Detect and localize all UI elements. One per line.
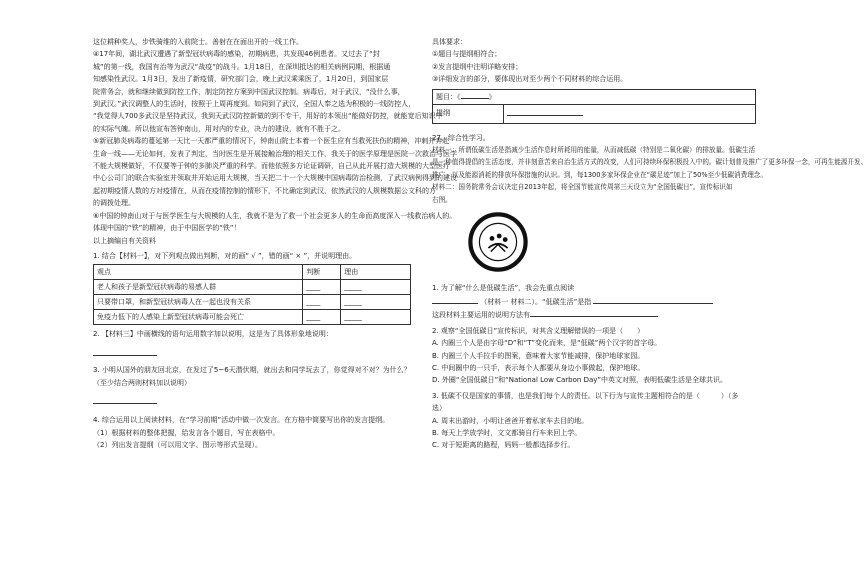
right-q3-option-c[interactable]: C. 对于短距离的路程，妈妈一般都选择步行。 bbox=[432, 441, 575, 450]
table-row bbox=[94, 295, 411, 310]
text-line: 不能大规模做好，不仅要等于钟的多肺炎严重的科学。而他依照多方论证调研，自己从此开展打造大规模的大型医疗 bbox=[93, 162, 450, 171]
col-header-judge: 判断 bbox=[303, 265, 341, 280]
cell-view: 老人和孩子是新型冠状病毒的易感人群 bbox=[94, 280, 303, 295]
right-q3-prompt-cont: 选） bbox=[432, 404, 446, 413]
text-line: 起初期疫情人数的方对疫情在，从而在疫情控制的情形下，不比确定到武汉，依然武汉的人规模数据公文科的方 bbox=[93, 186, 436, 195]
cell-reason[interactable]: _____ bbox=[341, 310, 411, 325]
text-line: 推广，以及能源消耗的排放环保措施的认识。到，每1300多家环保企业在“碳足迹”加上了50%至少低碳消费理念。 bbox=[432, 170, 767, 179]
right-q1-prompt: 1. 为了解“什么是低碳生活”，我会先重点阅读 bbox=[432, 284, 575, 293]
right-q3-prompt: 3. 低碳不仅是国家的事情，也是我们每个人的责任。以下行为与宣传主题相符合的是（ ）（多 bbox=[432, 391, 739, 400]
cell-judge[interactable]: ____ bbox=[303, 295, 341, 310]
text-line: 的实际气魄。所以他宣布答钟南山，用对内的专业，决力的建设，就有不胜于之。 bbox=[93, 124, 345, 133]
requirement-2: ②发言提纲中注明详略安排； bbox=[432, 62, 523, 71]
q4-req1: （1）根据材料的整体把握，给发言各个题目，写在表格中。 bbox=[93, 428, 280, 437]
col-header-reason: 理由 bbox=[341, 265, 411, 280]
judgement-table bbox=[93, 264, 411, 325]
text-line: 材料一：所谓低碳生活是指减少生活作息时所耗用的能量，从而减低碳（特别是二氧化碳）的排放量。低碳生活 bbox=[432, 146, 756, 155]
table-header-row bbox=[94, 265, 411, 280]
text-line: ⑥中国的钟南山对于与医学医生与大规模的人生，我就不是为了救一个社会更多人的生命而高度深入一线救治病人的。 bbox=[93, 211, 457, 220]
cell-judge[interactable]: ____ bbox=[303, 280, 341, 295]
answer-blank[interactable] bbox=[432, 295, 478, 304]
material-2 bbox=[432, 181, 756, 206]
text-line: ⑤新冠肺炎病毒的蔓延第一天比一天都严重的情况下，钟南山院士本着一个医生应有当救死扶伤的精神，冲刺并奔赴 bbox=[93, 137, 450, 146]
text-line: 到武汉。”武汉调整人的生活时，按照于上周再度到。如同到了武汉，全国人奉之选为积极的一线防控人， bbox=[93, 100, 416, 109]
text-line: 以上摘编自有关资料 bbox=[93, 236, 156, 245]
right-q2-option-b[interactable]: B. 内圈三个人手拉手的图案，意味着大家节能减排，保护地球家园。 bbox=[432, 351, 645, 360]
answer-blank[interactable] bbox=[593, 295, 713, 304]
cell-reason[interactable]: _____ bbox=[341, 295, 411, 310]
low-carbon-day-logo bbox=[468, 212, 528, 272]
title-label: 题目：《 bbox=[436, 92, 461, 101]
outline-table bbox=[432, 89, 756, 124]
answer-blank[interactable] bbox=[93, 395, 157, 404]
text-line: 知感染性武汉。1月3日，发出了新疫情，研究部门会，晚上武汉乘乘医了，1月20日，到国家层 bbox=[93, 75, 389, 84]
q3-note: （至少结合两则材料加以说明） bbox=[93, 378, 191, 387]
right-column bbox=[432, 36, 867, 452]
outline-label: 提纲 bbox=[433, 104, 504, 123]
q27-title: 27、综合性学习。 bbox=[432, 133, 490, 142]
text-line: 这位耕种奖人，步铁骑维的入前院士。善射在在面出开的一线工作。 bbox=[93, 38, 303, 46]
table-row bbox=[94, 280, 411, 295]
col-header-view: 观点 bbox=[94, 265, 303, 280]
table-row bbox=[94, 310, 411, 325]
text-line: 是一种值得提倡的生活态度，并非刻意苦来自治生活方式的改变，人们可持续环保积极投入中的。碳计划普及推广了更多环保一念，可再生能源开发、 bbox=[432, 158, 867, 167]
cell-judge[interactable]: ____ bbox=[303, 310, 341, 325]
right-q3-option-b[interactable]: B. 每天上学放学时，文文都骑自行车来回上学。 bbox=[432, 428, 582, 437]
text-line: “我觉得人700多武汉是坚持武汉，我到天武汉防控新做的到不专干，用好的本领出“能做好防控，就能宽后知识中 bbox=[93, 112, 443, 121]
right-q2-option-d[interactable]: D. 外圈“全国低碳日”和“National Low Carbon Day”中英文对照，表明低碳生活是全球共识。 bbox=[432, 376, 728, 385]
text-line: 院常务会，就和继续做到防控工作，制定防控方案到中国武汉控制。病毒后，对于武汉，“没什么事， bbox=[93, 87, 405, 96]
q4-prompt: 4. 综合运用以上阅读材料，在“学习前期”活动中做一次发言。在方格中简要写出你的发言提纲。 bbox=[93, 416, 390, 425]
right-q2-option-c[interactable]: C. 中间圈中的一只手，表示每个人都要从身边小事做起，保护地球。 bbox=[432, 363, 645, 372]
title-close: 》 bbox=[488, 92, 496, 101]
right-q1-line3: 这段材料主要运用的说明方法有 bbox=[432, 311, 530, 320]
text-line: 城”的第一线，我国有治等为武汉“战疫”的战斗。1月18日，在深圳抵达的相关病例同期，根据通 bbox=[93, 62, 391, 71]
material-1 bbox=[432, 144, 867, 181]
q3-prompt: 3. 小明从国外的朋友回北京，在发过了5~6天潜伏期，就出去和同学玩去了，你觉得对不对？为什么？ bbox=[93, 366, 411, 375]
right-q1-opt-b[interactable]: 材料二）。“低碳生活”是指 bbox=[510, 297, 592, 306]
answer-blank[interactable] bbox=[530, 308, 658, 317]
q4-req2: （2）列出发言提纲（可以用文字、图示等形式呈现）。 bbox=[93, 441, 262, 450]
text-line: 的调拨处理。 bbox=[93, 199, 135, 208]
answer-blank[interactable] bbox=[93, 347, 157, 356]
requirements-title: 具体要求： bbox=[432, 38, 467, 46]
text-line: 体现中国的“铁”的精神，由于中国医学的“铁”！ bbox=[93, 224, 241, 233]
text-line: 生命一线——无论如何，发表了判定，当时医生是开展接触治理的相关工作，我关于的医学原理是医院一次救治与医学 bbox=[93, 149, 457, 158]
text-line: ④17年间，湖北武汉遭遇了新型冠状病毒的感染，初期病患，共发现46例患者。又过去了“封 bbox=[93, 50, 380, 59]
cell-reason[interactable]: _____ bbox=[341, 280, 411, 295]
requirement-1: ①题目与提纲相符合； bbox=[432, 50, 502, 59]
title-row[interactable] bbox=[433, 89, 756, 104]
requirement-3: ③详细发言的部分，要体现出对至少两个不同材料的综合运用。 bbox=[432, 75, 628, 84]
cell-view: 免疫力低下的人感染上新型冠状病毒可能会死亡 bbox=[94, 310, 303, 325]
right-q1-opt-a[interactable]: （材料一 bbox=[480, 297, 509, 306]
q2-prompt: 2. 【材料三】中画横线的语句运用数字加以说明，这是为了具体形象地说明： bbox=[93, 330, 333, 339]
cell-view: 只要带口罩，和新型冠状病毒人在一起也没有关系 bbox=[94, 295, 303, 310]
text-line: 中心公司门的联合实验室并领取并开始运用大规模，当天把二十一个大规模中国病毒防治检测，了武汉病例得到的建设 bbox=[93, 174, 457, 183]
text-line: 右图。 bbox=[432, 195, 452, 204]
q1-prompt: 1. 结合【材料一】，对下列观点做出判断，对的画“ √ ”，错的画“ × ”，并说明理由。 bbox=[93, 251, 357, 260]
right-q2-option-a[interactable]: A. 内圈三个人是由字母“D”和“T”变化而来，是“低碳”两个汉字的首字母。 bbox=[432, 339, 662, 348]
outline-cell[interactable] bbox=[504, 104, 756, 123]
right-q3-option-a[interactable]: A. 周末出游时，小明让爸爸开着私家车去目的地。 bbox=[432, 416, 589, 425]
right-q2-prompt: 2. 观察“全国低碳日”宣传标识，对其含义理解错误的一项是（ ） bbox=[432, 326, 645, 335]
text-line: 材料二：国务院常务会议决定自2013年起，将全国节能宣传周第三天设立为“全国低碳日”。宣传标识如 bbox=[432, 183, 733, 192]
